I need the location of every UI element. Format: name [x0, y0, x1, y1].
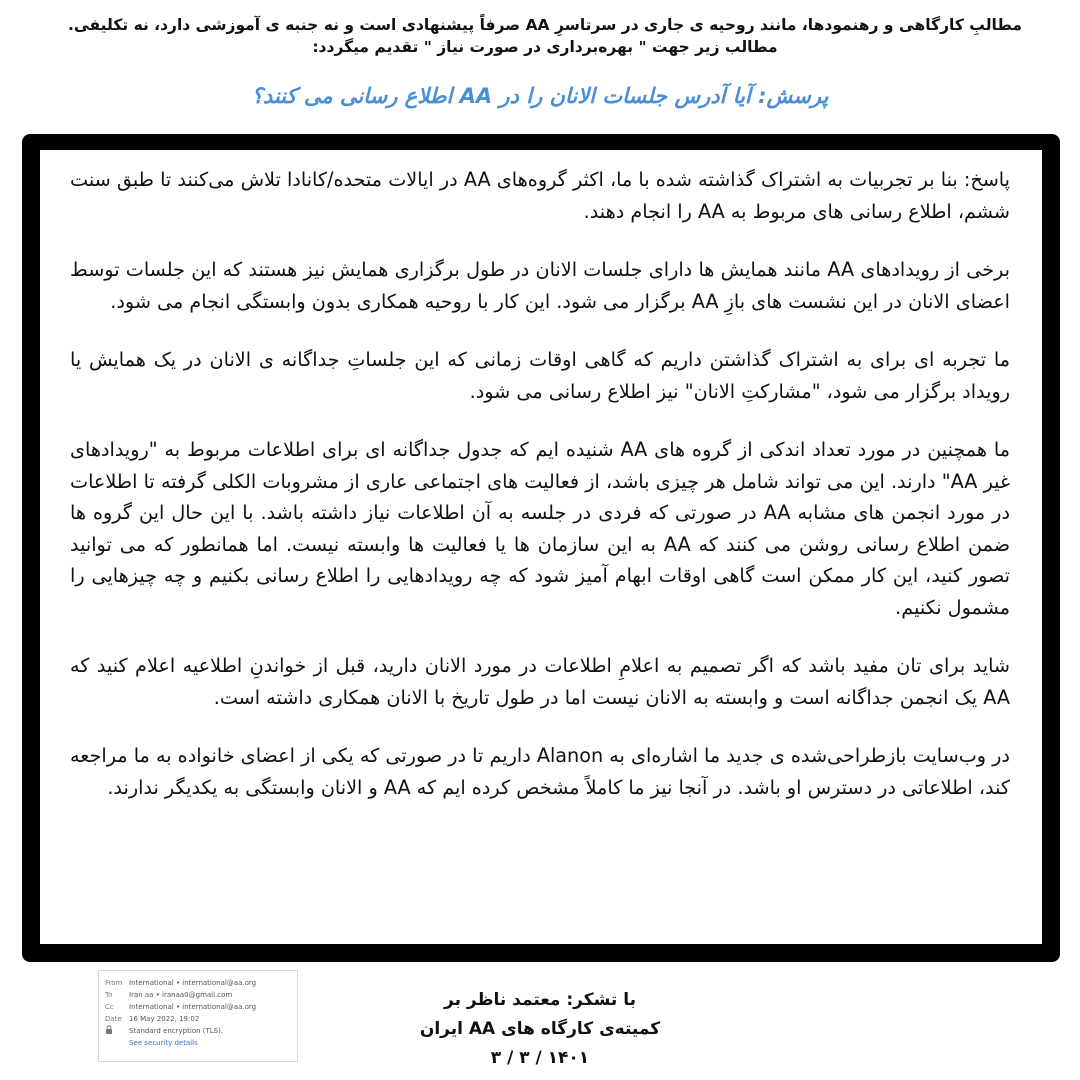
email-from-value: International • international@aa.org	[129, 979, 257, 987]
email-encryption-text: Standard encryption (TLS).	[129, 1027, 224, 1035]
email-date-row	[105, 1013, 291, 1025]
signature-line-1: با تشکر: معتمد ناظر بر	[444, 990, 636, 1010]
signature-line-2: کمیته‌ی کارگاه های AA ایران	[419, 1019, 661, 1039]
answer-paragraph: در وب‌سایت بازطراحی‌شده ی جدید ما اشاره‌ای به Alanon داریم تا در صورتی که یکی از اعضای خانواده به ما مراجعه کند، اطلاعاتی در دسترس او باشد. در آنجا نیز ما کاملاً مشخص کرده ایم که AA و الانان وابستگی به یکدیگر ندارند.	[70, 744, 1010, 799]
answer-box	[40, 150, 1042, 944]
signature-date: ۱۴۰۱ / ۳ / ۳	[490, 1048, 590, 1068]
lock-icon	[105, 1025, 129, 1049]
email-date-label: Date	[105, 1015, 122, 1023]
answer-paragraph: ما همچنین در مورد تعداد اندکی از گروه های AA شنیده ایم که جدول جداگانه ای برای اطلاعات مربوط به "رویدادهای غیر AA" دارند. این می تواند شامل هر چیزی باشد، از فعالیت های اجتماعی عاری از مشروبات الکلی گرفته تا اطلاعات در مورد انجمن های مشابه AA در صورتی که فردی در جلسه به آن اطلاعات نیاز داشته باشد. با این حال این گروه ها ضمن اطلاع رسانی روشن می کنند که AA به این سازمان ها یا فعالیت ها وابسته نیست. اما همانطور که می توانید تصور کنید، این کار ممکن است گاهی اوقات ابهام آمیز شود که چه رویدادهایی را اطلاع رسانی بکنیم و چه چیزهایی را مشمول نکنیم.	[70, 438, 1010, 619]
email-to-value: Iran aa • iranaa0@gmail.com	[129, 991, 233, 999]
intro-text	[30, 14, 1060, 58]
security-details-link[interactable]: See security details	[129, 1039, 198, 1047]
email-security-row	[105, 1025, 291, 1049]
email-from-row	[105, 977, 291, 989]
signature-block	[400, 986, 680, 1073]
answer-paragraph: برخی از رویدادهای AA مانند همایش ها دارای جلسات الانان در طول برگزاری همایش نیز هستند که این جلسات توسط اعضای الانان در این نشست های بازِ AA برگزار می شود. این کار با روحیه همکاری بدون وابستگی انجام می شود.	[70, 258, 1010, 313]
email-cc-value: International • international@aa.org	[129, 1003, 257, 1011]
email-header-card	[98, 970, 298, 1062]
email-from-label: From	[105, 979, 123, 987]
question-heading: پرسش: آیا آدرس جلسات الانان را در AA اطلاع رسانی می کنند؟	[251, 84, 829, 108]
email-date-value: 16 May 2022, 19:02	[129, 1015, 200, 1023]
email-to-row	[105, 989, 291, 1001]
answer-paragraph: ما تجربه ای برای به اشتراک گذاشتن داریم که گاهی اوقات زمانی که این جلساتِ جداگانه ی الانان در یک همایش یا رویداد برگزار می شود، "مشارکتِ الانان" نیز اطلاع رسانی می شود.	[70, 348, 1010, 403]
email-cc-label: Cc	[105, 1003, 114, 1011]
intro-line-1: مطالبِ کارگاهی و رهنمودها، مانند روحیه ی جاری در سرتاسرِ AA صرفاً پیشنهادی است و نه جنبه ی آموزشی دارد، نه تکلیفی.	[67, 16, 1023, 34]
intro-line-2: مطالب زیر جهت " بهره‌برداری در صورت نیاز " تقدیم میگردد:	[312, 38, 778, 56]
email-cc-row	[105, 1001, 291, 1013]
email-to-label: To	[105, 991, 113, 999]
answer-paragraph: شاید برای تان مفید باشد که اگر تصمیم به اعلامِ اطلاعات در مورد الانان دارید، قبل از خواندنِ اطلاعیه اعلام کنید که AA یک انجمن جداگانه است و وابسته به الانان نیست اما در طول تاریخ با الانان همکاری داشته است.	[70, 654, 1010, 709]
answer-paragraph: پاسخ: بنا بر تجربیات به اشتراک گذاشته شده با ما، اکثر گروه‌های AA در ایالات متحده/کانادا تلاش می‌کنند تا طبق سنت ششم، اطلاع رسانی های مربوط به AA را انجام دهند.	[70, 168, 1010, 223]
